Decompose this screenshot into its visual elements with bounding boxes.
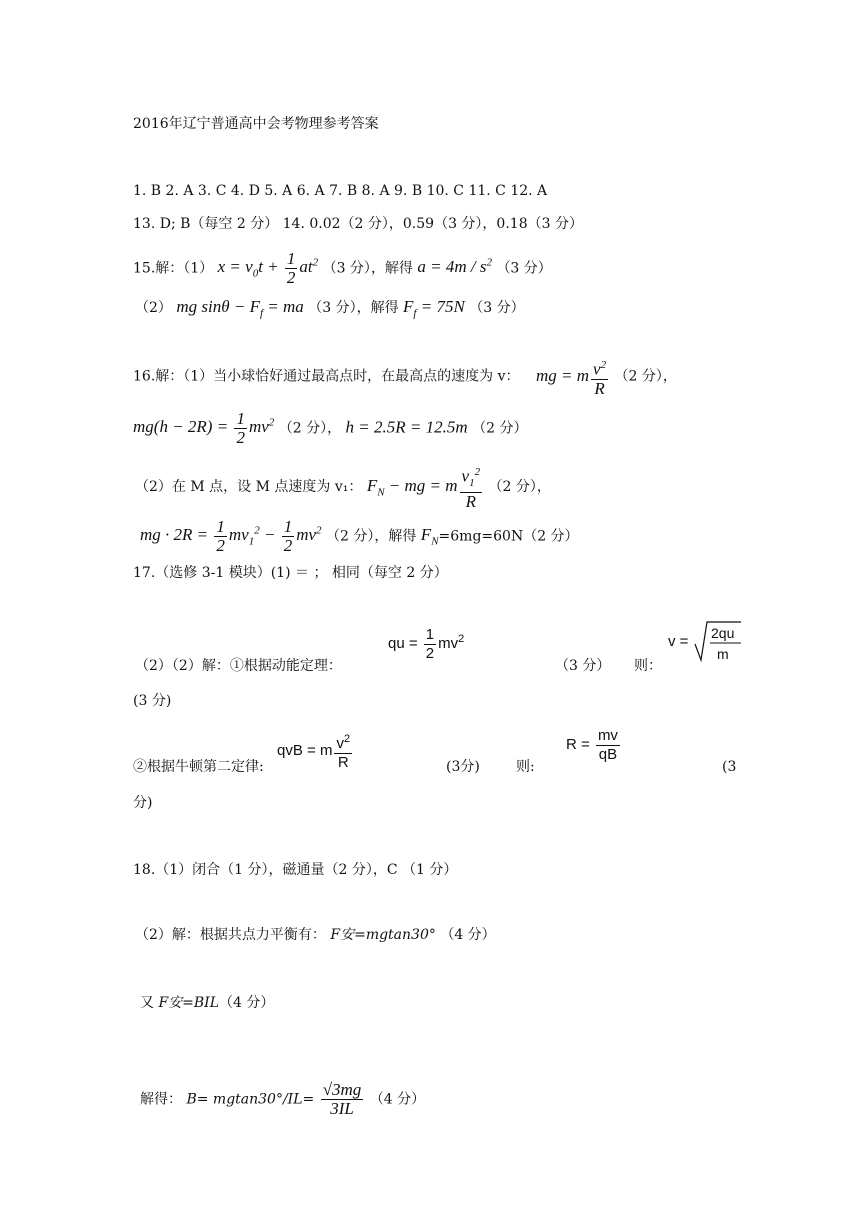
q16-fn-symbol: $F_N$ (420, 525, 439, 548)
q17-line2-prefix: （2）（2）解：①根据动能定理： (135, 658, 342, 674)
q16-line3-score: （2 分）， (488, 478, 551, 495)
q15-eq2-score: （3 分） (496, 260, 552, 277)
q15-eq3-score: （3 分） (308, 300, 357, 316)
q16-eq-energy: mg(h − 2R) = $\frac{1}{2}$ $mv^2$ (133, 409, 275, 447)
q15-solve: ，解得 (370, 260, 413, 277)
q18-line3 (140, 993, 274, 1013)
q15-eq-newton: mg $\sin\theta - F_f$ = ma (176, 297, 304, 320)
q18-line2 (135, 925, 496, 945)
q15-eq-displacement: $x = v_0t$ + $\frac{1}{2}$ $at^2$ (217, 249, 319, 287)
q15-prefix: 15.解：（1） (133, 260, 214, 277)
q18-line4-eq: B= mgtan30°/IL= (186, 1091, 315, 1108)
q18-eq-fraction: $\frac{√3mg}{3IL}$ (322, 1080, 362, 1118)
q16-eq-top: mg = m $\frac{v^2}{R}$ (536, 366, 610, 385)
q16-line3 (135, 463, 551, 511)
q15-line1 (133, 250, 552, 287)
q17-line2-then: 则： (634, 658, 662, 674)
q16-line2-score-a: （2 分）， (278, 420, 342, 437)
q15-part2-prefix: （2） (135, 300, 172, 316)
q16-line4-score: （2 分），解得 (325, 528, 417, 545)
page-title: 2016年辽宁普通高中会考物理参考答案 (133, 116, 379, 132)
choice-answers: 1. B 2. A 3. C 4. D 5. A 6. A 7. B 8. A 9. B 10. C 11. C 12. A (133, 183, 548, 199)
q16-eq-height: h = 2.5R = 12.5m (345, 417, 468, 437)
q18-line4 (140, 1081, 425, 1118)
q18-line2-eq: F安=mgtan30° (330, 927, 436, 943)
svg-text:2qu: 2qu (710, 625, 734, 641)
q15-line2: （2） mg $\sin\theta - F_f$ = ma （3 分），解得 $F_f = 75N$ （3 分） (135, 297, 525, 320)
q16-eq-energy2: mg · 2R = $\frac{1}{2}$ $mv_1^2$ − $\frac{1}{2}$ $mv^2$ (140, 517, 322, 555)
q15-eq1-score: （3 分） (322, 260, 371, 277)
q17-line4-prefix: ②根据牛顿第二定律: (133, 759, 264, 775)
q15-eq4-score: （3 分） (469, 300, 525, 316)
q17-line4-then: 则: (516, 759, 535, 775)
q18-line3-score: （4 分） (219, 995, 275, 1011)
q18-line4-prefix: 解得： (140, 1091, 182, 1108)
q17-line4-score: (3分) (446, 759, 480, 775)
q16-line1 (133, 356, 677, 398)
q17-eq-radius: R = $\frac{mv}{qB}$ (566, 727, 618, 763)
q15-eq-friction: $F_f = 75N$ (403, 297, 465, 320)
q16-line4-result: =6mg=60N（2 分） (438, 528, 579, 545)
q16-eq-normal: $F_N$ − mg = m $\frac{v_1^2}{R}$ (367, 476, 484, 495)
q17-line2-score: （3 分） (555, 658, 611, 674)
q18-line4-score: （4 分） (369, 1091, 426, 1108)
q15-eq-accel: $a = 4m / s^2$ (417, 256, 492, 277)
q16-line1-score: （2 分）， (614, 368, 677, 385)
q17-eq-velocity: v = 2qu m (668, 620, 741, 664)
q17-line1: 17.（选修 3-1 模块）(1) ＝ ； 相同（每空 2 分） (133, 565, 448, 581)
q16-line4 (140, 518, 579, 555)
q17-line3: (3 分) (133, 693, 172, 709)
q17-line4-tail: (3 (722, 759, 737, 775)
q18-line3-eq: F安=BIL (158, 995, 220, 1011)
q17-line5: 分) (133, 795, 153, 811)
q16-line2-score-b: （2 分） (472, 420, 528, 437)
q17-eq-lorentz: qvB = m $\frac{v^2}{R}$ (277, 730, 354, 772)
answers-13-14: 13. D; B（每空 2 分） 14. 0.02（2 分），0.59（3 分），0.18（3 分） (133, 216, 583, 232)
q16-line2 (133, 410, 527, 447)
q18-line3-prefix: 又 (140, 995, 154, 1011)
q18-line2-prefix: （2）解：根据共点力平衡有： (135, 927, 326, 943)
q16-line1-text: 16.解：（1）当小球恰好通过最高点时，在最高点的速度为 v： (133, 368, 520, 385)
q18-line2-score: （4 分） (440, 927, 496, 943)
q16-line3-text: （2）在 M 点，设 M 点速度为 v₁： (135, 478, 363, 495)
svg-text:m: m (716, 646, 729, 662)
q18-line1: 18.（1）闭合（1 分），磁通量（2 分），C （1 分） (133, 862, 458, 878)
q17-eq-kinetic: qu = $\frac{1}{2}$ $mv^2$ (388, 626, 465, 662)
